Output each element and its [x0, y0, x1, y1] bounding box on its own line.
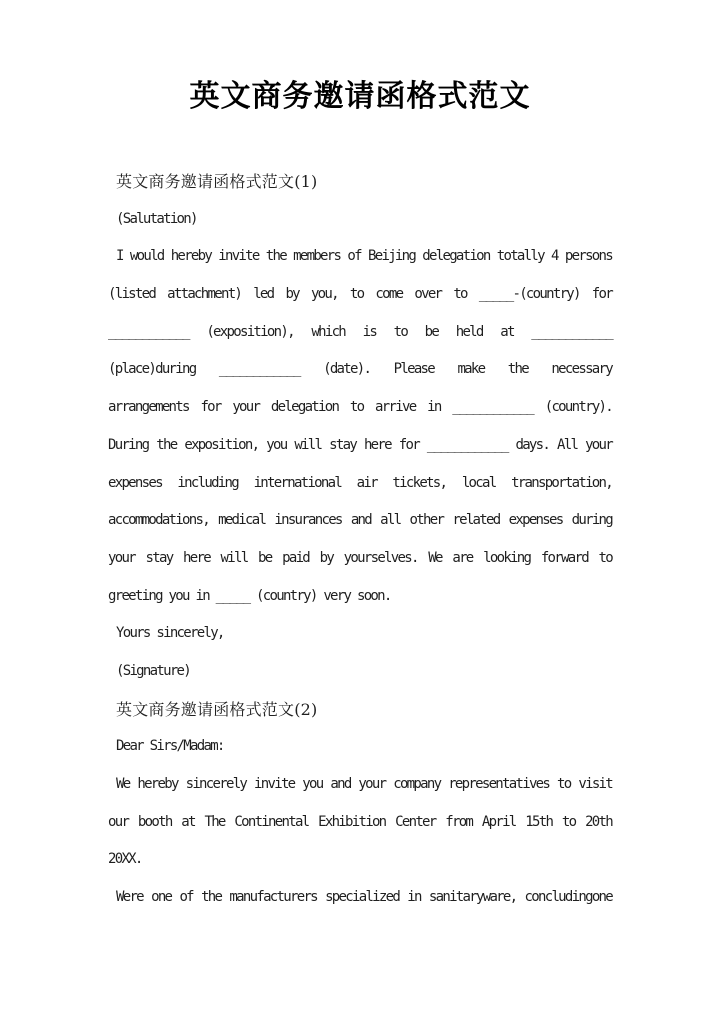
text-line: Were one of the manufacturers specialized in sanitaryware, concludingone	[116, 889, 612, 906]
paragraph	[108, 201, 612, 239]
text-line: your stay here will be paid by yourselves. We are looking forward to	[108, 549, 612, 566]
text-line: (Salutation)	[116, 210, 197, 227]
text-line: expenses including international air tickets, local transportation,	[108, 474, 612, 491]
text-line: (listed attachment) led by you, to come over to _____-(country) for	[108, 286, 612, 303]
paragraph	[108, 653, 612, 691]
text-line: During the exposition, you will stay here for ____________ days. All your	[108, 436, 612, 453]
text-line: 20XX.	[108, 851, 142, 868]
paragraph	[108, 163, 612, 201]
text-line: arrangements for your delegation to arrive in ____________ (country).	[108, 399, 612, 416]
text-line: Dear Sirs/Madam:	[116, 738, 224, 755]
text-line: ____________ (exposition), which is to be held at ____________	[108, 323, 612, 340]
text-line: our booth at The Continental Exhibition Center from April 15th to 20th	[108, 813, 612, 830]
paragraph	[108, 615, 612, 653]
text-line: We hereby sincerely invite you and your company representatives to visit	[116, 776, 612, 792]
paragraph	[108, 238, 612, 615]
text-line: accommodations, medical insurances and all other related expenses during	[108, 512, 612, 529]
paragraph	[108, 766, 612, 879]
paragraph	[108, 691, 612, 729]
text-line: 英文商务邀请函格式范文(1)	[116, 172, 318, 191]
document-body	[108, 163, 612, 917]
text-line: Yours sincerely,	[116, 625, 224, 642]
text-line: I would hereby invite the members of Beijing delegation totally 4 persons	[116, 248, 612, 265]
paragraph	[108, 879, 612, 917]
document-title: 英文商务邀请函格式范文	[189, 79, 531, 114]
text-line: (Signature)	[116, 662, 191, 679]
paragraph	[108, 728, 612, 766]
text-line: 英文商务邀请函格式范文(2)	[116, 699, 318, 719]
text-line: greeting you in _____ (country) very soon.	[108, 587, 391, 604]
text-line: (place)during ____________ (date). Please make the necessary	[108, 361, 612, 378]
